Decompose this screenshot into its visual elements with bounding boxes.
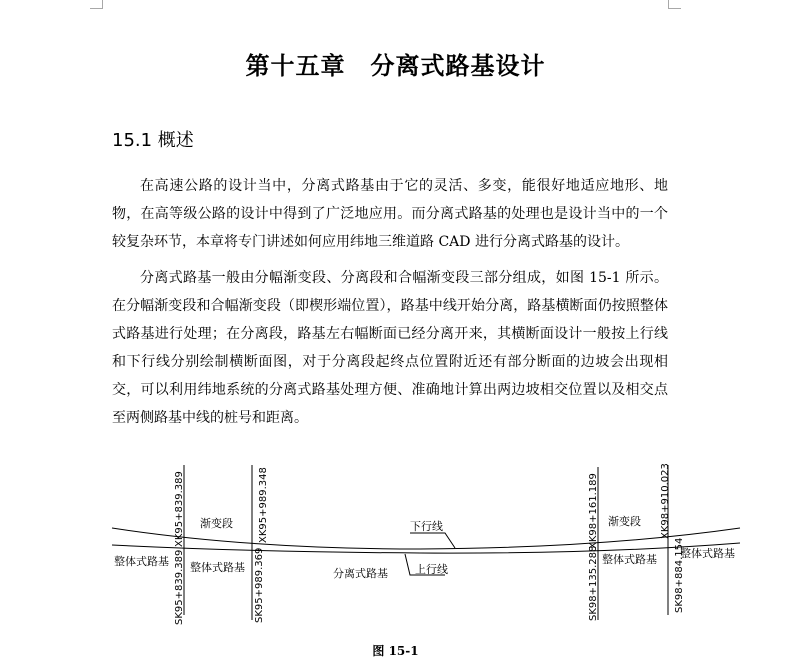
road-line-lower — [112, 543, 740, 553]
label-integral-left-outer: 整体式路基 — [114, 555, 169, 568]
crop-mark-right — [668, 0, 681, 9]
label-sk-left-2: SK95+989.369 — [254, 547, 265, 623]
label-up-line: 上行线 — [415, 563, 448, 576]
crop-mark-left — [90, 0, 103, 9]
label-integral-right-outer: 整体式路基 — [680, 547, 735, 560]
figure-caption: 图 15-1 — [372, 644, 419, 658]
label-xk-right-2: XK98+910.023 — [660, 463, 671, 539]
label-integral-left-inner: 整体式路基 — [190, 561, 245, 574]
label-sk-right-2: SK98+884.154 — [674, 537, 685, 613]
label-separated: 分离式路基 — [333, 567, 388, 580]
label-xk-left-1: XK95+839.389 — [174, 471, 185, 547]
label-transition-left: 渐变段 — [200, 517, 233, 530]
label-transition-right: 渐变段 — [608, 515, 641, 528]
figure-15-1 — [0, 455, 791, 640]
paragraph-1: 在高速公路的设计当中，分离式路基由于它的灵活、多变，能很好地适应地形、地物，在高等级公路的设计中得到了广泛地应用。而分离式路基的处理也是设计当中的一个较复杂环节，本章将专门讲述如何应用纬地三维道路 CAD 进行分离式路基的设计。 — [112, 178, 668, 250]
label-xk-left-2: XK95+989.348 — [258, 467, 269, 543]
chapter-title: 第十五章 分离式路基设计 — [245, 52, 546, 80]
paragraph-2: 分离式路基一般由分幅渐变段、分离段和合幅渐变段三部分组成，如图 15-1 所示。在分幅渐变段和合幅渐变段（即楔形端位置），路基中线开始分离，路基横断面仍按照整体式路基进行处理；在分离段，路基左右幅断面已经分离开来，其横断面设计一般按上行线和下行线分别绘制横断面图，对于分离段起终点位置附近还有部分断面的边坡会出现相交，可以利用纬地系统的分离式路基处理方便、准确地计算出两边坡相交位置以及相交点至两侧路基中线的桩号和距离。 — [112, 270, 668, 426]
leader-down-line — [410, 533, 455, 548]
label-down-line: 下行线 — [410, 520, 443, 533]
label-xk-right-1: XK98+161.189 — [588, 473, 599, 549]
label-integral-right-inner: 整体式路基 — [602, 553, 657, 566]
section-title: 15.1 概述 — [112, 130, 194, 151]
label-sk-left-1: SK95+839.389 — [174, 549, 185, 625]
label-sk-right-1: SK98+135.288 — [588, 545, 599, 621]
